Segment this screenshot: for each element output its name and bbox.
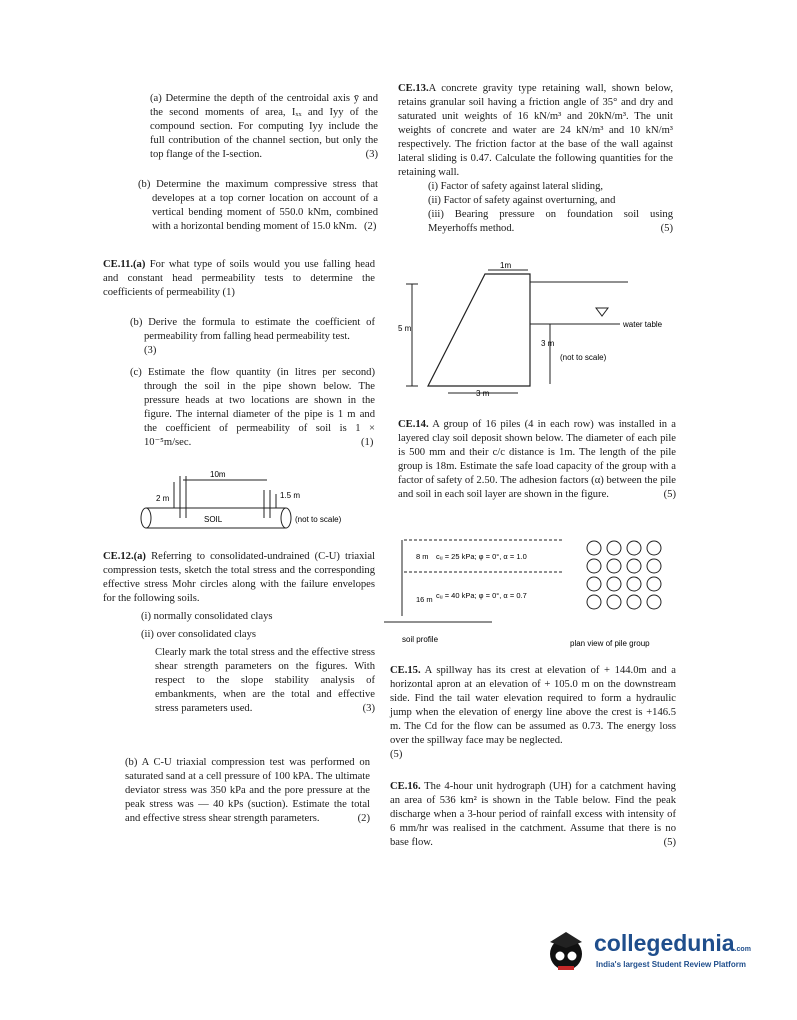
ce10a-text: (a) Determine the depth of the centroidal axis ȳ and the second moments of area, Iₓₓ and Iyy of the compound section. For computing Iyy include the full contribution of the channel section, but only the top flange of the I-section. [150,93,378,160]
ce12a-para: Clearly mark the total stress and the effective stress shear strength parameters on the figures. With respect to the slope stability analysis of embankments, when are the total and effective stress parameters used. [155,647,375,714]
ce15-text: A spillway has its crest at elevation of + 144.0m and a horizontal apron at an elevation of + 105.0 m on the downstream side. Find the tail water elevation required to form a hydraulic jump when the elevation of energy line above the crest is +146.5 m. The Cd for the flow can be assumed as 0.73. The energy loss over the spillway face may be neglected. [390,665,676,746]
ce16-label: CE.16. [390,781,421,792]
ce11a-label: CE.11.(a) [103,259,146,270]
ce13-i: (i) Factor of safety against lateral sliding, [428,181,604,192]
pile-p2: cᵤ = 40 kPa; φ = 0°, α = 0.7 [436,591,527,600]
pile-p1: cᵤ = 25 kPa; φ = 0°, α = 1.0 [436,552,527,561]
pile [627,559,641,573]
ce16-text: The 4-hour unit hydrograph (UH) for a catchment having an area of 536 km² is shown in the Table below. Find the peak discharge when a 3-hour period of rainfall excess with intensity of 6 mm/hr was realised in the catchment. Assume that there is no base flow. [390,781,676,848]
ce11b-marks: (3) [144,345,157,356]
ce13-ii: (ii) Factor of safety against overturning, and [428,195,616,206]
ce10b-text: (b) Determine the maximum compressive stress that developes at a top corner location on account of a vertical bending moment of 550.0 kNm, combined with a horizontal bending moment of 15.0 kNm. [138,179,378,232]
ce13-marks: (5) [660,223,673,234]
ce16 [390,780,676,850]
retaining-wall-figure [398,262,683,402]
pile [587,541,601,555]
ce13-label: CE.13. [398,83,429,94]
ce12a [103,550,375,716]
wall-height: 5 m [398,324,412,333]
ce14-label: CE.14. [398,419,429,430]
ce11a-text: For what type of soils would you use falling head and constant head permeability tests to determine the coefficients of permeability [103,259,375,298]
brand-suffix: .com [734,946,751,953]
ce12a-i: (i) normally consolidated clays [141,611,273,622]
ce15-label: CE.15. [390,665,421,676]
pile [627,595,641,609]
ce12b [125,756,370,826]
ce13 [398,82,673,236]
ce14-marks: (5) [663,489,676,500]
ce11b-text: (b) Derive the formula to estimate the coefficient of permeability from falling head permeability test. [130,317,375,342]
ce11b [130,316,375,358]
pile [647,577,661,591]
pile-grid [587,541,661,609]
pipe-soil: SOIL [204,515,223,524]
ce15-marks: (5) [390,749,403,760]
pile [587,595,601,609]
ce16-marks: (5) [663,837,676,848]
pile-l1: 8 m [416,552,429,561]
pipe-note: (not to scale) [295,515,342,524]
pile [587,559,601,573]
ce11a-marks: (1) [222,287,235,298]
ce14-text: A group of 16 piles (4 in each row) was installed in a layered clay soil deposit shown below. The diameter of each pile is 500 mm and their c/c distance is 1m. The length of the pile group is 18m. Estimate the safe load capacity of the group with a factor of safety of 2.50. The adhesion factors (α) between the pile and soil in each soil layer are shown in the figure. [398,419,676,500]
pile [627,577,641,591]
wall-note: (not to scale) [560,353,607,362]
brand-name: collegedunia [594,930,735,956]
pipe-length: 10m [210,470,226,479]
ce12a-text: Referring to consolidated-undrained (C-U) triaxial compression tests, sketch the total stress and the corresponding effective stress Mohr circles along with the failure envelopes for the following soils. [103,551,375,604]
ce14 [398,418,676,502]
pile [607,559,621,573]
pile-figure [384,536,684,654]
ce10b: (b) Determine the maximum compressive stress that developes at a top corner location on account of a vertical bending moment of 550.0 kNm, combined with a horizontal bending moment of 15.0 kNm. (2) [138,179,378,232]
mascot-icon [540,928,590,978]
ce12a-label: CE.12.(a) [103,551,146,562]
pile-plan: plan view of pile group [570,639,650,648]
ce11c-text: (c) Estimate the flow quantity (in litres per second) through the soil in the pipe shown below. The pressure heads at two locations are shown in the figure. The internal diameter of the pipe is 1 m and the coefficient of permeability of soil is 1 × 10⁻⁵m/sec. [130,367,375,448]
brand-logo [540,928,770,978]
pipe-right-head: 1.5 m [280,491,301,500]
pile [607,595,621,609]
pile [647,595,661,609]
pile-soil: soil profile [402,635,439,644]
ce13-text: A concrete gravity type retaining wall, shown below, retains granular soil having a friction angle of 35° and dry and saturated unit weights of 16 kN/m³ and 20kN/m³. The unit weights of concrete and water are 24 kN/m³ and 10 kN/m³ respectively. The friction factor at the base of the wall against lateral sliding is 0.47. Calculate the following quantities for the retaining wall. [398,83,673,178]
ce12a-ii: (ii) over consolidated clays [141,629,257,640]
ce10a [150,92,378,162]
wall-top: 1m [500,262,512,270]
brand-tagline: India's largest Student Review Platform [596,960,746,969]
pile [607,541,621,555]
pile [647,559,661,573]
pile [627,541,641,555]
pile-l2: 16 m [416,595,433,604]
ce10a-marks: (3) [365,149,378,160]
ce13-iii: (iii) Bearing pressure on foundation soil using Meyerhoffs method. [428,209,673,234]
ce12b-marks: (2) [357,813,370,824]
ce12b-text: (b) A C-U triaxial compression test was performed on saturated sand at a cell pressure of 100 kPA. The ultimate deviator stress was 350 kPa and the pore pressure at the peak stress was — 40 kPs (suction). Estimate the total and effective stress shear strength parameters. [125,757,370,824]
ce12a-marks: (3) [362,703,375,714]
ce11a [103,258,375,300]
pile [647,541,661,555]
pile [587,577,601,591]
ce11c: (c) Estimate the flow quantity (in litres per second) through the soil in the pipe shown below. The pressure heads at two locations are shown in the figure. The internal diameter of the pipe is 1 m and the coefficient of permeability of soil is 1 × 10⁻⁵m/sec. (1) [130,367,375,448]
pile [607,577,621,591]
pipe-figure [130,468,380,538]
wall-base: 3 m [476,389,490,398]
ce15 [390,664,676,762]
wall-depth: 3 m [541,339,555,348]
wall-water: water table [623,320,663,329]
pipe-left-head: 2 m [156,494,170,503]
